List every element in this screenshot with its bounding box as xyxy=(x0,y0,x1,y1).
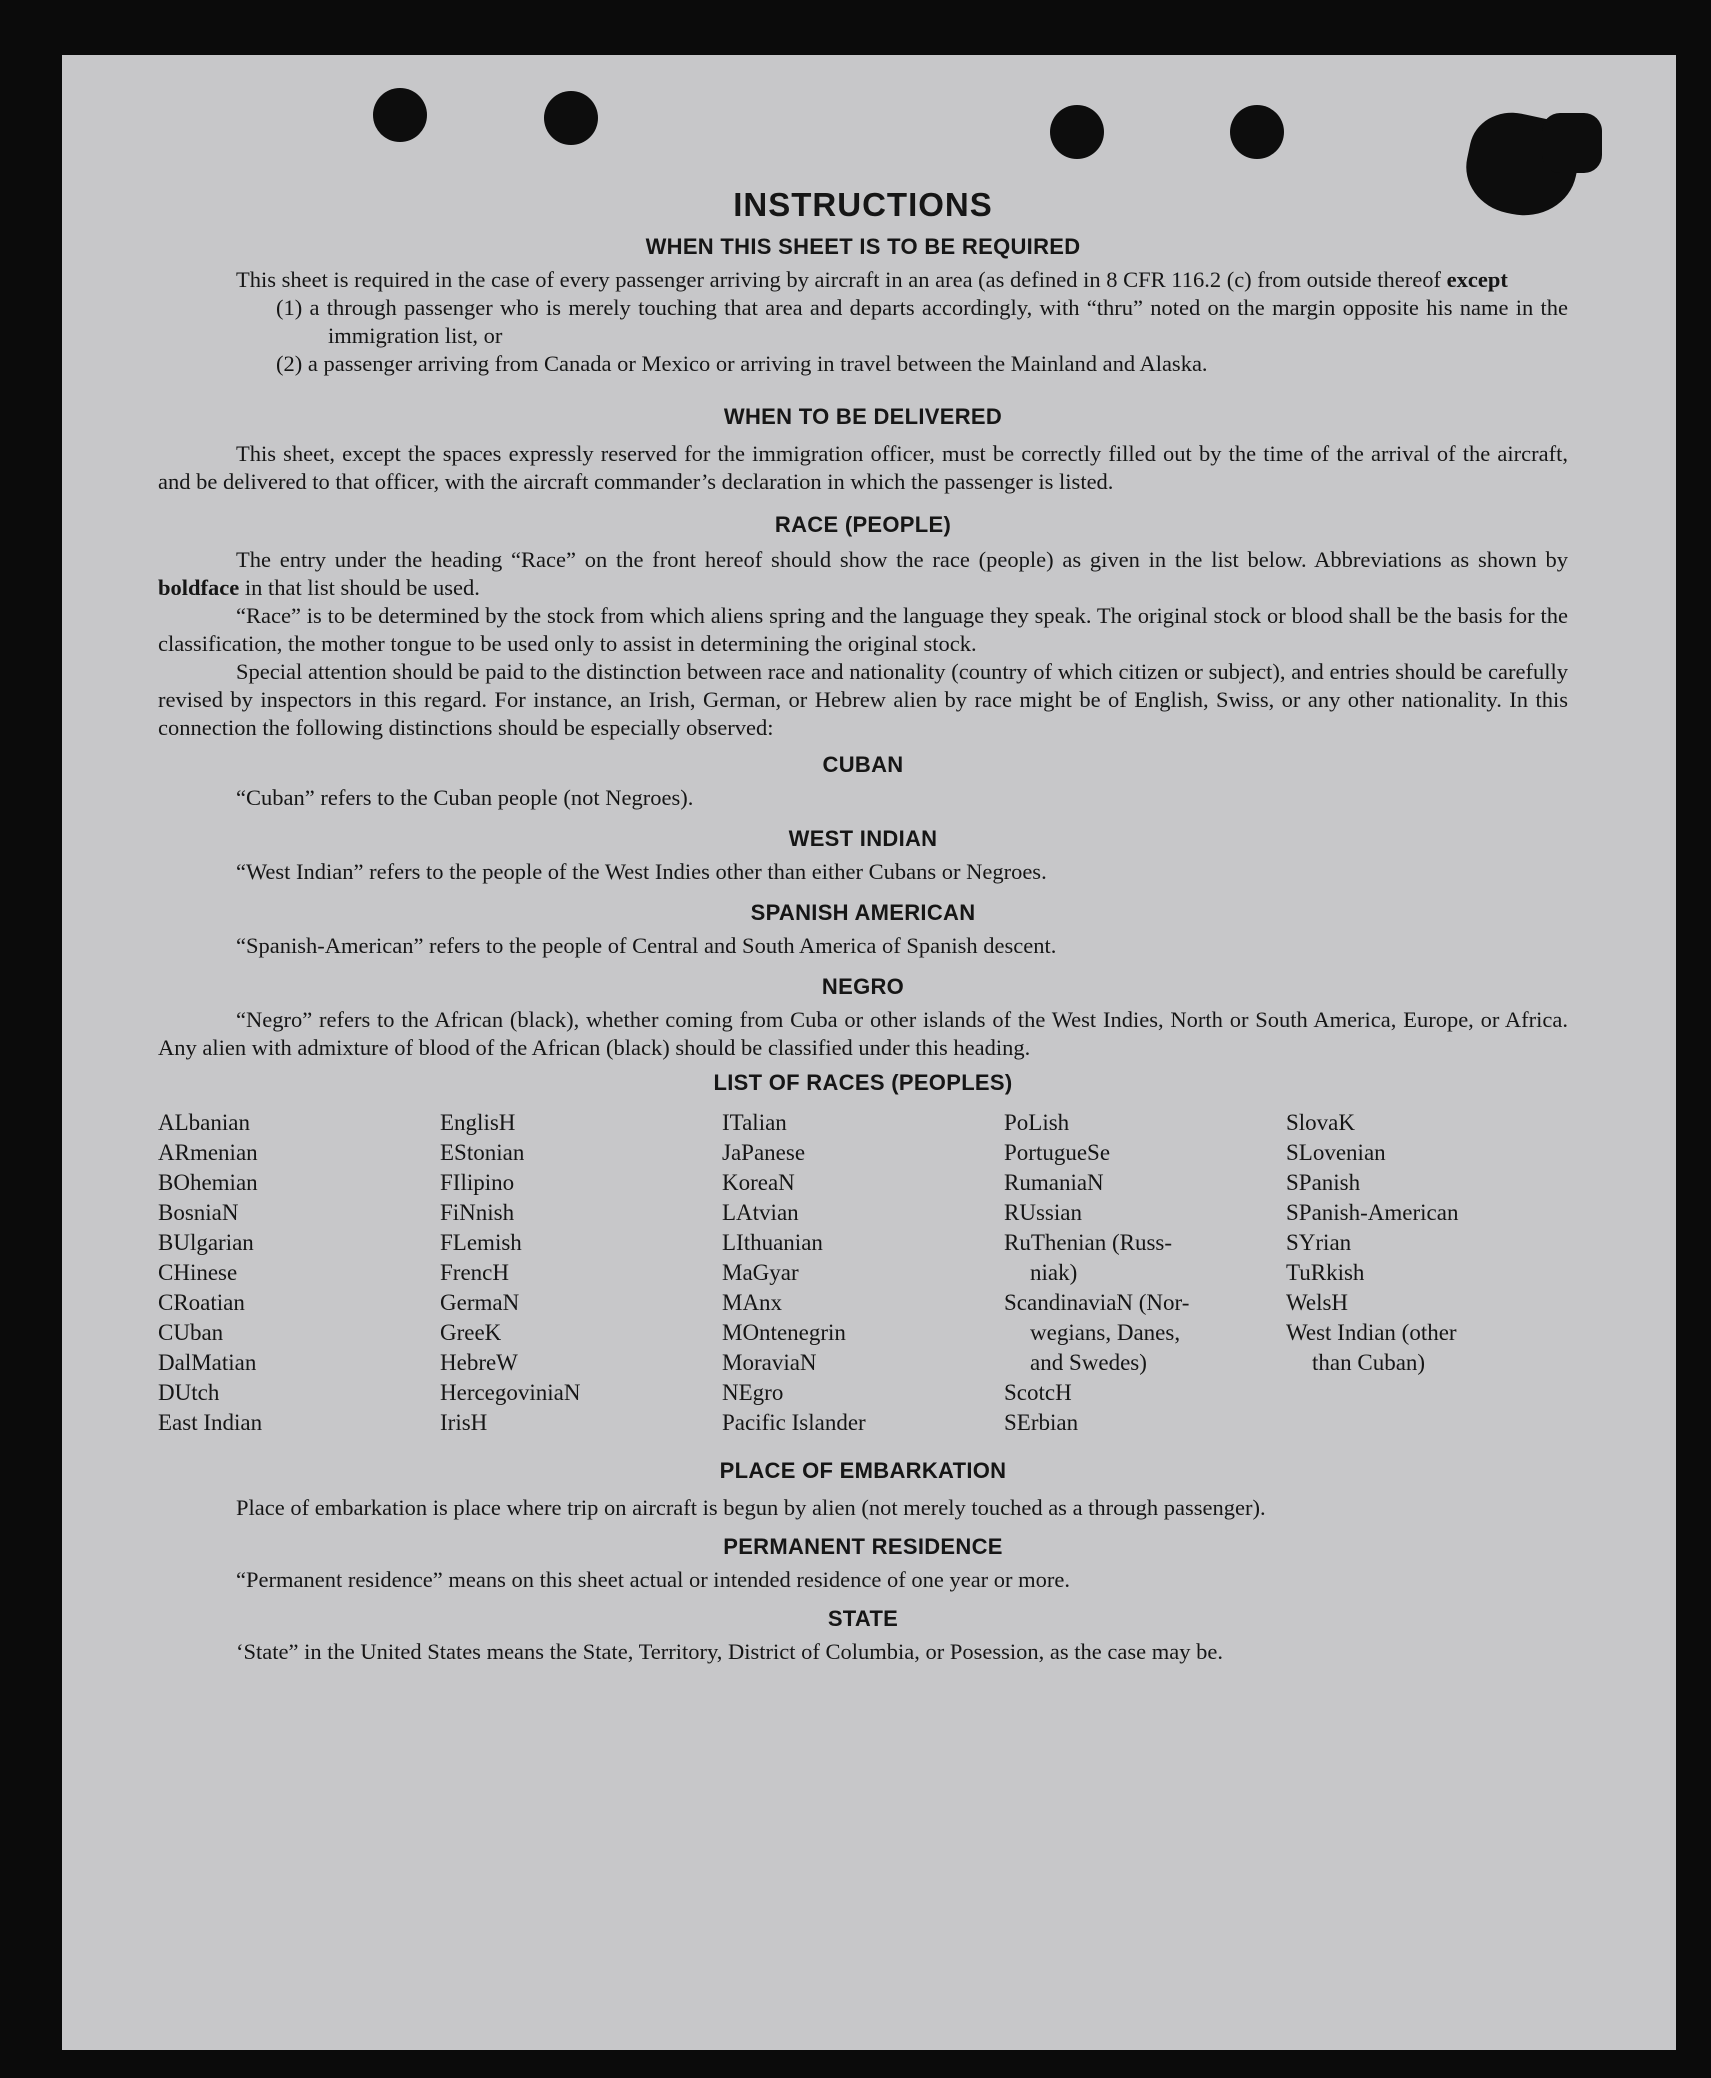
race-entry: EStonian xyxy=(440,1140,525,1165)
race-entry: DUtch xyxy=(158,1380,220,1405)
races-column-5 xyxy=(1286,1108,1568,1438)
state-text: ‘State” in the United States means the State, Territory, District of Columbia, or Posession, as the case may be. xyxy=(236,1639,1223,1664)
heading-list-of-races: LIST OF RACES (PEOPLES) xyxy=(713,1070,1013,1095)
race-entry: FiNnish xyxy=(440,1200,515,1225)
race-entry: DalMatian xyxy=(158,1350,257,1375)
race-entry: PortugueSe xyxy=(1004,1140,1111,1165)
torn-corner-edge xyxy=(1542,113,1602,173)
races-column-3 xyxy=(722,1108,1004,1438)
race-entry: SLovenian xyxy=(1286,1140,1386,1165)
races-list xyxy=(158,1108,1568,1438)
race-entry: FLemish xyxy=(440,1230,522,1255)
races-column-4 xyxy=(1004,1108,1286,1438)
race-entry: EnglisH xyxy=(440,1110,516,1135)
race-entry: CUban xyxy=(158,1320,224,1345)
race-entry-continuation: and Swedes) xyxy=(1030,1350,1147,1375)
race-entry: SPanish-American xyxy=(1286,1200,1459,1225)
race-entry: West Indian (other xyxy=(1286,1320,1457,1345)
race-entry: ALbanian xyxy=(158,1110,250,1135)
heading-required: WHEN THIS SHEET IS TO BE REQUIRED xyxy=(645,234,1081,259)
race-entry: SYrian xyxy=(1286,1230,1352,1255)
race-entry: ScotcH xyxy=(1004,1380,1072,1405)
negro-text: “Negro” refers to the African (black), whether coming from Cuba or other islands of the West Indies, North or South America, Europe, or Africa. Any alien with admixture of blood of the African (black) should be classified under this heading. xyxy=(158,1007,1568,1060)
races-column-2 xyxy=(440,1108,722,1438)
race-entry: WelsH xyxy=(1286,1290,1349,1315)
race-entry: LIthuanian xyxy=(722,1230,823,1255)
race-entry: RumaniaN xyxy=(1004,1170,1104,1195)
heading-cuban: CUBAN xyxy=(822,752,904,777)
heading-negro: NEGRO xyxy=(821,974,905,999)
race-entry: RuThenian (Russ- xyxy=(1004,1230,1173,1255)
race-entry: SErbian xyxy=(1004,1410,1079,1435)
race-entry: NEgro xyxy=(722,1380,784,1405)
race-entry: BUlgarian xyxy=(158,1230,254,1255)
race-entry: ARmenian xyxy=(158,1140,258,1165)
race-entry: ScandinaviaN (Nor- xyxy=(1004,1290,1190,1315)
race-entry: HebreW xyxy=(440,1350,518,1375)
race-p1-bold: boldface xyxy=(158,575,240,600)
race-entry: IrisH xyxy=(440,1410,488,1435)
race-entry: CHinese xyxy=(158,1260,238,1285)
race-entry: RUssian xyxy=(1004,1200,1082,1225)
heading-embarkation: PLACE OF EMBARKATION xyxy=(719,1458,1007,1483)
race-p1-start: The entry under the heading “Race” on the front hereof should show the race (people) as given in the list below. Abbreviations as shown by xyxy=(236,547,1568,572)
race-entry: KoreaN xyxy=(722,1170,795,1195)
punch-hole-3 xyxy=(1050,105,1104,159)
race-entry: GermaN xyxy=(440,1290,520,1315)
embarkation-text: Place of embarkation is place where trip on aircraft is begun by alien (not merely touched as a through passenger). xyxy=(236,1495,1266,1520)
punch-hole-2 xyxy=(544,91,598,145)
race-entry: SlovaK xyxy=(1286,1110,1355,1135)
punch-hole-4 xyxy=(1230,105,1284,159)
race-entry: MAnx xyxy=(722,1290,783,1315)
race-entry: Pacific Islander xyxy=(722,1410,866,1435)
required-item-1: (1) a through passenger who is merely touching that area and departs accordingly, with “thru” noted on the margin opposite his name in the immigration list, or xyxy=(276,295,1568,348)
required-intro xyxy=(158,266,1568,294)
page-title: INSTRUCTIONS xyxy=(733,186,993,223)
required-intro-text: This sheet is required in the case of every passenger arriving by aircraft in an area (as defined in 8 CFR 116.2 (c) from outside thereof xyxy=(236,267,1441,292)
west-indian-text: “West Indian” refers to the people of the West Indies other than either Cubans or Negroes. xyxy=(236,859,1047,884)
race-entry-continuation: wegians, Danes, xyxy=(1030,1320,1181,1345)
cuban-text: “Cuban” refers to the Cuban people (not Negroes). xyxy=(236,785,694,810)
heading-residence: PERMANENT RESIDENCE xyxy=(723,1534,1003,1559)
race-entry: SPanish xyxy=(1286,1170,1361,1195)
race-entry: LAtvian xyxy=(722,1200,799,1225)
race-entry-continuation: than Cuban) xyxy=(1312,1350,1426,1375)
race-entry: East Indian xyxy=(158,1410,263,1435)
race-paragraph-2: “Race” is to be determined by the stock from which aliens spring and the language they speak. The original stock or blood shall be the basis for the classification, the mother tongue to be used only to assist in determining the original stock. xyxy=(158,603,1568,656)
spanish-american-text: “Spanish-American” refers to the people of Central and South America of Spanish descent. xyxy=(236,933,1057,958)
race-entry: PoLish xyxy=(1004,1110,1070,1135)
races-column-1 xyxy=(158,1108,440,1438)
race-entry: CRoatian xyxy=(158,1290,245,1315)
heading-delivered: WHEN TO BE DELIVERED xyxy=(723,404,1003,429)
race-paragraph-1 xyxy=(158,546,1568,602)
race-entry: MaGyar xyxy=(722,1260,799,1285)
race-entry: MOntenegrin xyxy=(722,1320,846,1345)
race-entry: ITalian xyxy=(722,1110,787,1135)
required-intro-bold: except xyxy=(1446,267,1508,292)
race-entry: FIlipino xyxy=(440,1170,515,1195)
heading-race: RACE (PEOPLE) xyxy=(774,512,952,537)
race-entry: HercegoviniaN xyxy=(440,1380,581,1405)
heading-west-indian: WEST INDIAN xyxy=(788,826,938,851)
race-entry: GreeK xyxy=(440,1320,502,1345)
race-entry: TuRkish xyxy=(1286,1260,1365,1285)
race-entry: BosniaN xyxy=(158,1200,239,1225)
race-entry: FrencH xyxy=(440,1260,509,1285)
instructions-content xyxy=(158,180,1568,1666)
punch-hole-1 xyxy=(373,88,427,142)
heading-spanish-american: SPANISH AMERICAN xyxy=(750,900,976,925)
race-entry: JaPanese xyxy=(722,1140,806,1165)
residence-text: “Permanent residence” means on this sheet actual or intended residence of one year or more. xyxy=(236,1567,1071,1592)
delivered-text: This sheet, except the spaces expressly reserved for the immigration officer, must be correctly filled out by the time of the arrival of the aircraft, and be delivered to that officer, with the aircraft commander’s declaration in which the passenger is listed. xyxy=(158,441,1568,494)
race-entry: BOhemian xyxy=(158,1170,258,1195)
heading-state: STATE xyxy=(827,1606,899,1631)
race-entry-continuation: niak) xyxy=(1030,1260,1078,1285)
race-entry: MoraviaN xyxy=(722,1350,817,1375)
required-item-2: (2) a passenger arriving from Canada or Mexico or arriving in travel between the Mainland and Alaska. xyxy=(276,351,1208,376)
race-paragraph-3: Special attention should be paid to the distinction between race and nationality (country of which citizen or subject), and entries should be carefully revised by inspectors in this regard. For instance, an Irish, German, or Hebrew alien by race might be of English, Swiss, or any other nationality. In this connection the following distinctions should be especially observed: xyxy=(158,659,1568,740)
race-p1-end: in that list should be used. xyxy=(244,575,480,600)
